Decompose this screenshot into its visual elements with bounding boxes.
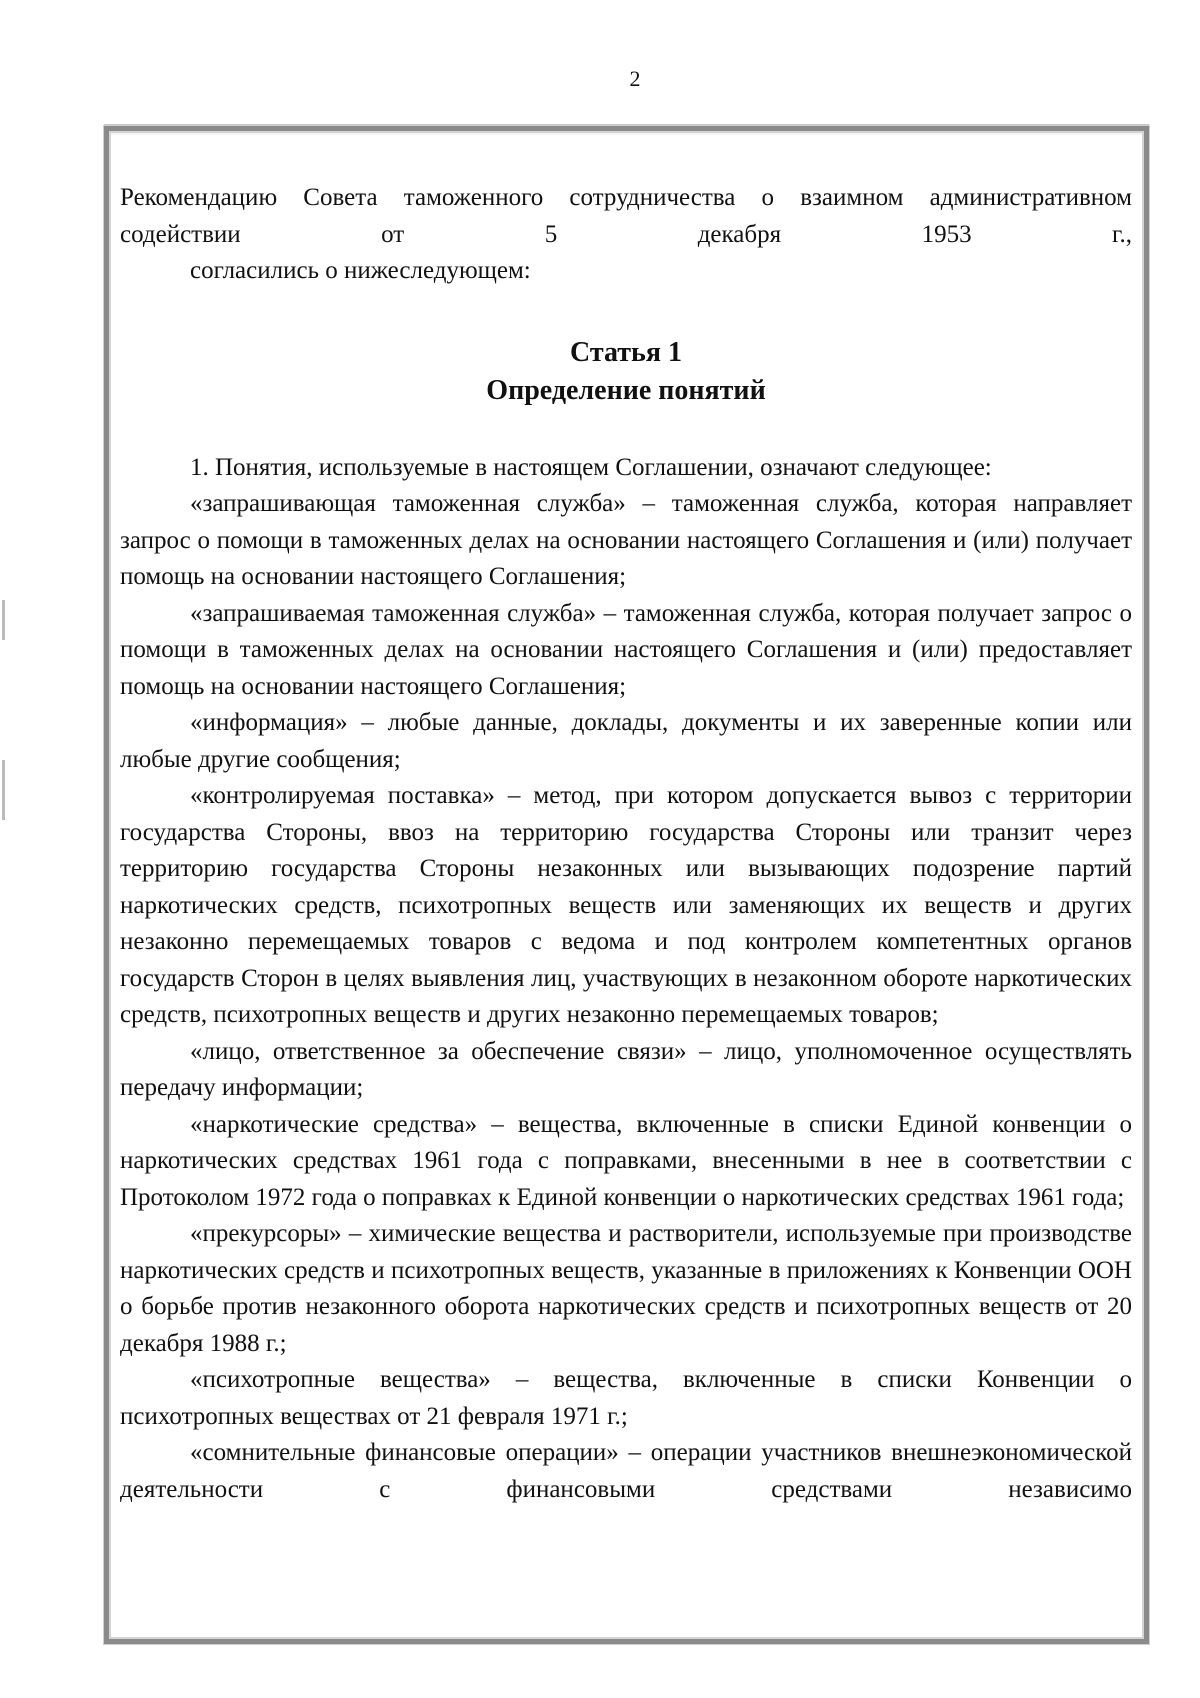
article-title: Определение понятий: [486, 374, 766, 406]
paragraph: «психотропные вещества» – вещества, включенные в списки Конвенции о психотропных веществах от 21 февраля 1971 г.;: [120, 1366, 1132, 1430]
paragraph: «запрашиваемая таможенная служба» – таможенная служба, которая получает запрос о помощи в таможенных делах на основании настоящего Соглашения и (или) предоставляет помощь на основании настоящего Соглашения;: [120, 599, 1132, 700]
page-number: 2: [629, 66, 641, 91]
intro-line-2: согласились о нижеследующем:: [190, 257, 531, 284]
paragraph: «сомнительные финансовые операции» – операции участников внешнеэкономической деятельности с финансовыми средствами независимо: [120, 1439, 1132, 1503]
paragraph: 1. Понятия, используемые в настоящем Соглашении, означают следующее:: [190, 453, 992, 481]
scan-edge-mark: [2, 760, 5, 820]
document-body: [120, 180, 1132, 1508]
paragraph: «лицо, ответственное за обеспечение связи» – лицо, уполномоченное осуществлять передачу информации;: [120, 1037, 1132, 1101]
paragraph: «запрашивающая таможенная служба» – таможенная служба, которая направляет запрос о помощи в таможенных делах на основании настоящего Соглашения и (или) получает помощь на основании настоящего Соглашения;: [120, 490, 1132, 590]
paragraph: «прекурсоры» – химические вещества и растворители, используемые при производстве наркотических средств и психотропных веществ, указанные в приложениях к Конвенции ООН о борьбе против незаконного оборота наркотических средств и психотропных веществ от 20 декабря 1988 г.;: [120, 1220, 1132, 1357]
paragraph: «контролируемая поставка» – метод, при котором допускается вывоз с территории государства Стороны, ввоз на территорию государства Стороны или транзит через территорию государства Стороны незаконных или вызывающих подозрение партий наркотических средств, психотропных веществ или заменяющих их веществ и других незаконно перемещаемых товаров с ведома и под контролем компетентных органов государств Сторон в целях выявления лиц, участвующих в незаконном обороте наркотических средств, психотропных веществ и других незаконно перемещаемых товаров;: [120, 782, 1132, 1028]
paragraph: «наркотические средства» – вещества, включенные в списки Единой конвенции о наркотических средствах 1961 года с поправками, внесенными в нее в соответствии с Протоколом 1972 года о поправках к Единой конвенции о наркотических средствах 1961 года;: [120, 1110, 1132, 1211]
article-number: Статья 1: [570, 336, 682, 368]
paragraph: «информация» – любые данные, доклады, документы и их заверенные копии или любые другие сообщения;: [120, 709, 1132, 773]
intro-line-1: Рекомендацию Совета таможенного сотрудничества о взаимном административном содействии от 5 декабря 1953 г.,: [120, 184, 1132, 248]
scan-edge-mark: [2, 600, 5, 640]
